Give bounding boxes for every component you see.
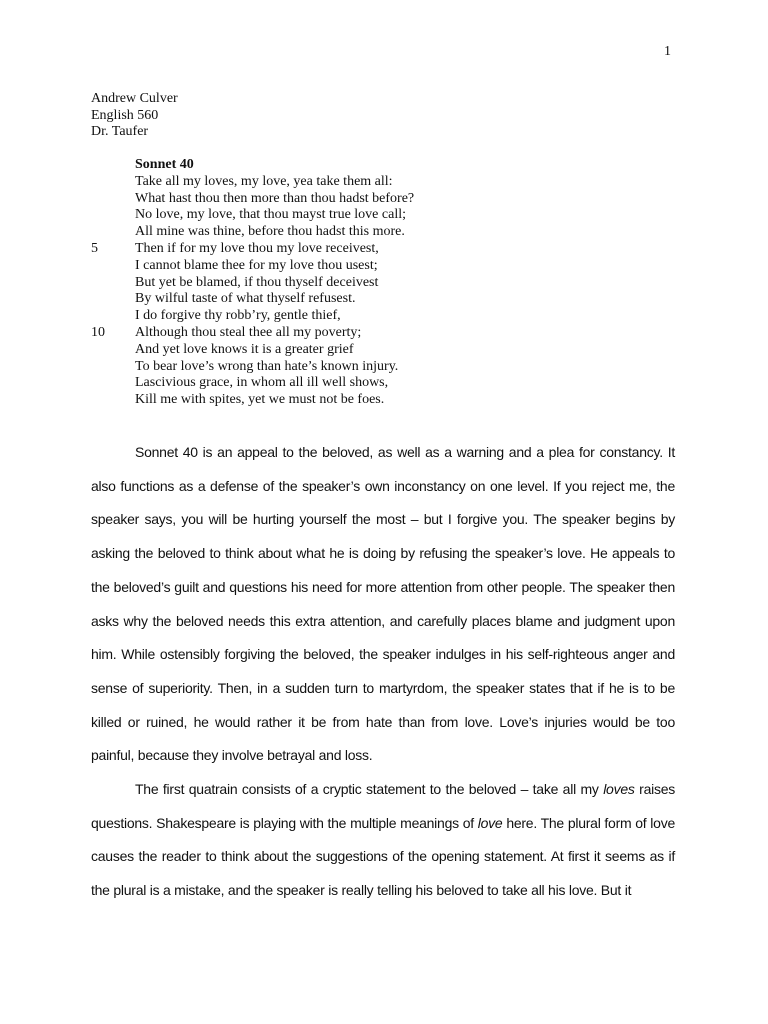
poem-line bbox=[91, 308, 414, 325]
document-header bbox=[91, 91, 178, 141]
poem-line-text: Kill me with spites, yet we must not be foes. bbox=[135, 392, 385, 408]
poem-line-text: I do forgive thy robb’ry, gentle thief, bbox=[135, 308, 341, 324]
poem-line-text: I cannot blame thee for my love thou usest; bbox=[135, 257, 378, 273]
poem-line bbox=[91, 359, 414, 376]
poem-line-text: No love, my love, that thou mayst true love call; bbox=[135, 207, 406, 223]
poem-line-text: Then if for my love thou my love receivest, bbox=[135, 240, 379, 256]
paragraph-text: here. The plural form of love causes the reader to think about the suggestions of the opening statement. At first it seems as if the plural is a mistake, and the speaker is really telling his beloved to take all his love. But it bbox=[91, 814, 675, 899]
essay-paragraph-1: Sonnet 40 is an appeal to the beloved, as well as a warning and a plea for constancy. It also functions as a defense of the speaker’s own inconstancy on one level. If you reject me, the speaker says, you will be hurting yourself the most – but I forgive you. The speaker begins by asking the beloved to think about what he is doing by refusing the speaker’s love. He appeals to the beloved’s guilt and questions his need for more attention from other people. The speaker then asks why the beloved needs this extra attention, and carefully places blame and judgment upon him. While ostensibly forgiving the beloved, the speaker indulges in his self-righteous anger and sense of superiority. Then, in a sudden turn to martyrdom, the speaker states that if he is to be killed or ruined, he would rather it be from hate than from love. Love’s injuries would be too painful, because they involve betrayal and loss. bbox=[91, 444, 675, 764]
italic-term-loves: loves bbox=[603, 781, 635, 798]
poem-line-text: Take all my loves, my love, yea take them all: bbox=[135, 173, 393, 189]
page-number: 1 bbox=[664, 44, 671, 59]
essay-paragraph-2 bbox=[91, 773, 675, 908]
poem-line bbox=[91, 275, 414, 292]
poem-line-text: Although thou steal thee all my poverty; bbox=[135, 324, 362, 340]
poem-line bbox=[91, 191, 414, 208]
poem-line-text: All mine was thine, before thou hadst this more. bbox=[135, 224, 405, 240]
poem-line bbox=[91, 375, 414, 392]
poem-line-text: Lascivious grace, in whom all ill well shows, bbox=[135, 375, 389, 391]
paragraph-text: The first quatrain consists of a cryptic statement to the beloved – take all my bbox=[135, 781, 604, 798]
instructor-name: Dr. Taufer bbox=[91, 124, 149, 139]
paragraph-text: raises questions. Shakespeare is playing with the multiple meanings of bbox=[91, 781, 676, 831]
poem-line-text: By wilful taste of what thyself refusest. bbox=[135, 291, 356, 307]
poem-line bbox=[91, 224, 414, 241]
poem-line-text: What hast thou then more than thou hadst before? bbox=[135, 190, 415, 206]
poem-line bbox=[91, 342, 414, 359]
poem-line bbox=[91, 241, 414, 258]
poem-line bbox=[91, 258, 414, 275]
poem-line bbox=[91, 174, 414, 191]
poem-line-text: To bear love’s wrong than hate’s known injury. bbox=[135, 358, 399, 374]
sonnet-title: Sonnet 40 bbox=[135, 157, 194, 172]
poem-line bbox=[91, 207, 414, 224]
sonnet-block bbox=[91, 157, 414, 409]
essay-body bbox=[91, 436, 675, 908]
poem-line bbox=[91, 291, 414, 308]
italic-term-love: love bbox=[477, 814, 503, 831]
line-number: 5 bbox=[91, 240, 98, 256]
poem-line bbox=[91, 325, 414, 342]
poem-line bbox=[91, 392, 414, 409]
line-number: 10 bbox=[91, 324, 105, 340]
course-name: English 560 bbox=[91, 107, 159, 123]
poem-line-text: But yet be blamed, if thou thyself deceivest bbox=[135, 274, 379, 290]
poem-line-text: And yet love knows it is a greater grief bbox=[135, 341, 354, 357]
author-name: Andrew Culver bbox=[91, 91, 178, 106]
